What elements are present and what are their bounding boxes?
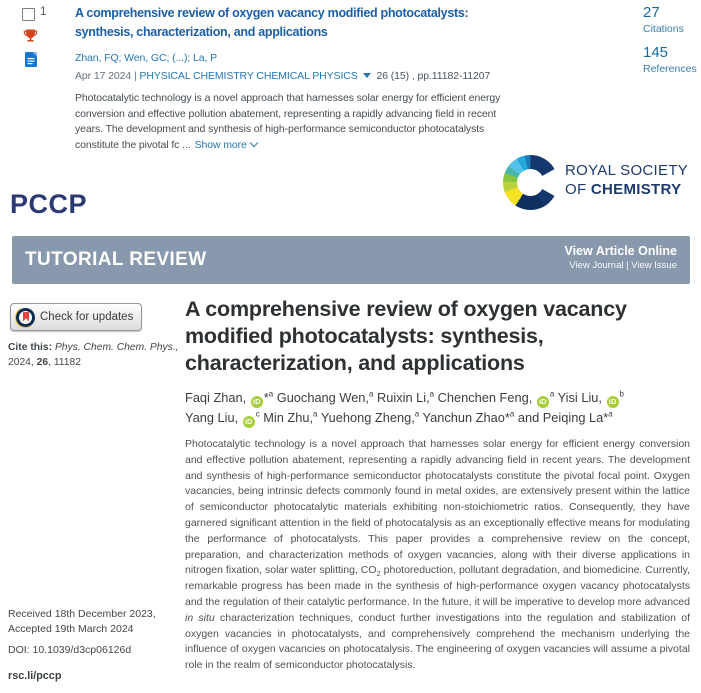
publisher-line1: ROYAL SOCIETY [565,162,689,179]
caret-down-icon[interactable] [363,73,371,78]
document-icon [25,52,37,72]
orcid-icon[interactable]: iD [243,416,255,428]
rsc-c-mark-icon [503,155,558,210]
result-title-link[interactable]: A comprehensive review of oxygen vacancy modified photocatalysts: synthesis, characterization, and applications [75,6,469,39]
separator: | [133,70,137,82]
view-article-online-link[interactable]: View Article Online [564,244,677,258]
article-abstract: Photocatalytic technology is a novel approach that harnesses solar energy for efficient energy conversion and effective pollution abatement, representing a rapidly advancing field in recent years. The development and synthesis of high-performance semiconductor photocatalysts constitute the pivotal focal point. Oxygen vacancies, being intrinsic defects commonly found in metal oxides, are extensively present within the lattice of semiconductor photocatalytic materials exhibiting non-stoichiometric ratios. Consequently, they have garnered significant attention in the field of photocatalysis as an exceptionally effective means for modulating the performance of photocatalysts. This paper provides a comprehensive review on the concept, preparation, and characterization methods of oxygen vacancies, along with their diverse applications in nitrogen fixation, solar water splitting, $CO_2$ photoreduction, pollutant degradation, and biomedicine. Currently, remarkable progress has been made in the synthesis of high-performance oxygen vacancy photocatalysts and the regulation of their catalytic performance. In the future, it will be imperative to develop more advanced in situ characterization techniques, conduct further investigations into the regulation and stabilization of oxygen vacancies in photocatalysts, and comprehensively comprehend the mechanism underlying the influence of oxygen vacancies on photocatalysis. The engineering of oxygen vacancies will assume a pivotal role in the realm of semiconductor photocatalysis. [185,438,691,672]
author-name: Chenchen Feng, $iD^a$ [437,389,555,406]
chevron-down-icon[interactable] [250,138,258,146]
citations-count-link[interactable]: 27 [643,4,660,21]
highly-cited-trophy-icon [23,28,38,48]
journal-short-link: rsc.li/pccp [8,670,62,682]
pccp-journal-logo: PCCP [10,189,88,219]
result-metrics [643,4,697,84]
received-date: Received 18th December 2023, [8,608,156,620]
author-name: Min Zhu,$^a$ [263,409,318,425]
cite-pages: , 11182 [48,356,81,368]
orcid-icon[interactable]: iD [537,396,549,408]
show-more-link[interactable]: Show more [194,138,247,151]
publisher-line2-of: OF [565,180,591,198]
accepted-date: Accepted 19th March 2024 [8,623,134,635]
author-name: Ruixin Li,$^a$ [377,389,435,405]
references-label: References [643,63,697,75]
doi-text: DOI: 10.1039/d3cp06126d [8,644,132,656]
author-name: Yuehong Zheng,$^a$ [320,409,420,425]
references-count-link[interactable]: 145 [643,44,669,61]
article-type-banner [12,236,690,284]
orcid-icon[interactable]: iD [607,396,619,408]
result-volume-pages: 26 (15) , pp.11182-11207 [376,70,491,82]
snippet-text: Photocatalytic technology is a novel approach that harnesses solar energy for efficient energy conversion and effective pollution abatement, representing a rapidly advancing field in recent years. The development and synthesis of high-performance semiconductor photocatalysts constitute the pivotal fc ... [75,92,501,151]
author-name: Faqi Zhan, iD *$^a$ [185,389,274,406]
result-date: Apr 17 2024 [75,70,132,82]
author-list [185,388,697,428]
result-source-line [75,70,490,82]
article-type-label: TUTORIAL REVIEW [25,249,207,270]
banner-links [564,244,677,272]
check-updates-label: Check for updates [40,311,134,323]
author-name: and Peiqing La*$^a$ [517,409,613,425]
result-abstract-snippet [75,91,517,153]
result-checkbox[interactable] [22,8,35,21]
article-title: A comprehensive review of oxygen vacancy modified photocatalysts: synthesis, characterization, and applications [185,297,627,375]
author-name: Guochang Wen,$^a$ [276,389,374,405]
author-name: Yanchun Zhao*$^a$ [422,409,515,425]
cite-year: 2024, [8,356,37,368]
rsc-publisher-name [565,155,688,199]
result-index: 1 [40,6,47,18]
received-accepted-block [8,607,156,637]
cite-journal: Phys. Chem. Chem. Phys., [54,342,179,353]
result-journal-link[interactable]: PHYSICAL CHEMISTRY CHEMICAL PHYSICS [139,70,358,82]
author-name: Yang Liu, $iD^c$ [185,409,260,426]
rsc-publisher-logo [503,155,688,210]
check-for-updates-button[interactable] [10,303,142,331]
cite-label: Cite this: [8,342,53,353]
orcid-icon[interactable]: iD [251,396,263,408]
cite-volume: 26 [36,356,49,368]
crossmark-icon [16,308,35,327]
citation-block [8,341,180,370]
citations-label: Citations [643,23,684,35]
view-journal-issue-links[interactable]: View Journal | View Issue [569,260,677,271]
author-name: Yisi Liu, $iD^b$ [557,389,624,406]
publisher-line2-chemistry: CHEMISTRY [590,180,682,198]
result-authors-link[interactable]: Zhan, FQ; Wen, GC; (...); La, P [75,52,217,64]
